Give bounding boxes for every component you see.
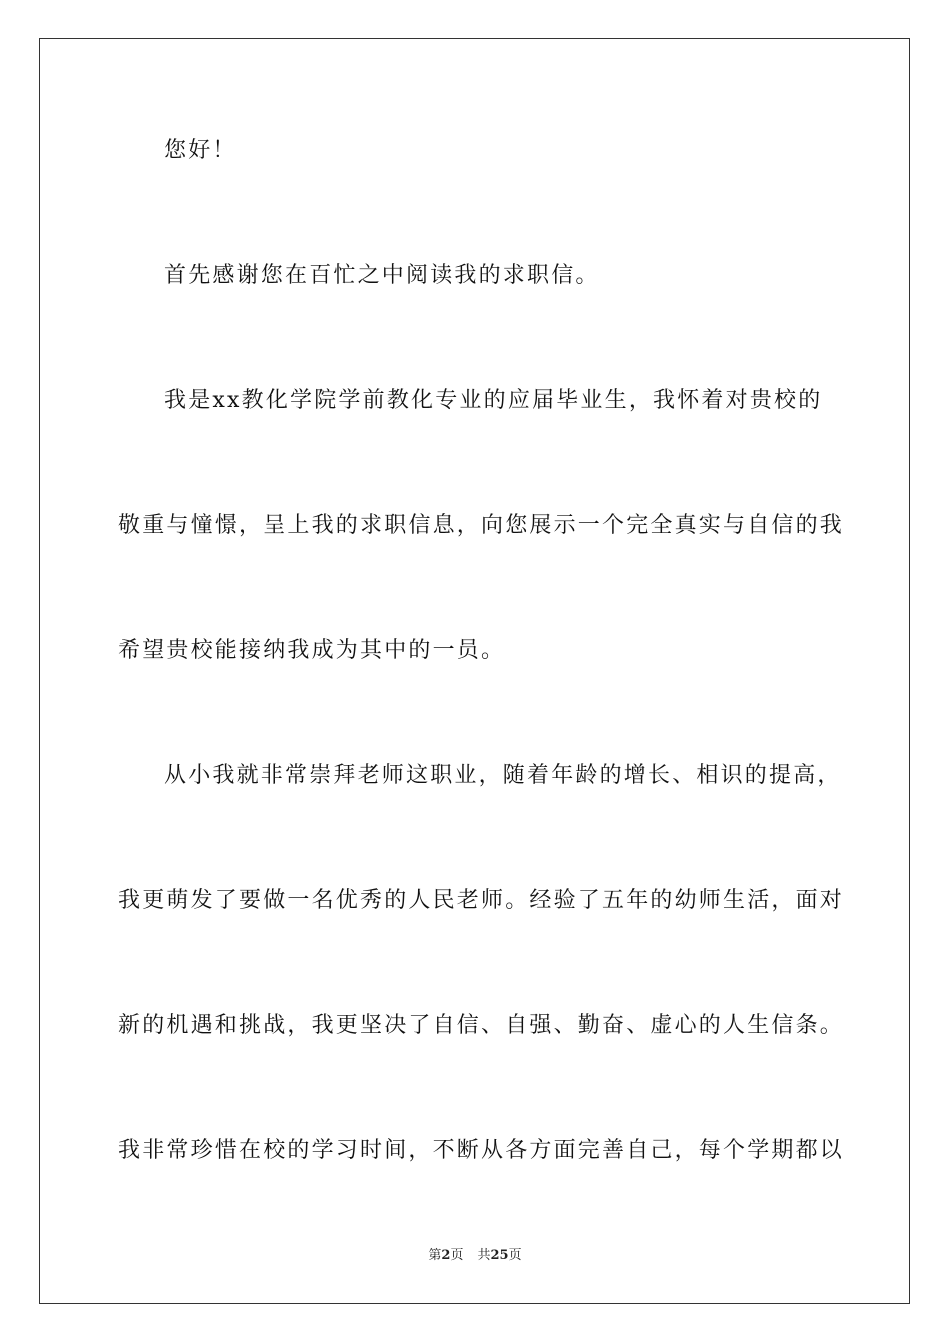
paragraph-line: 首先感谢您在百忙之中阅读我的求职信。 xyxy=(164,263,600,288)
page-footer xyxy=(0,1247,950,1265)
paragraph-line: 我是xx教化学院学前教化专业的应届毕业生，我怀着对贵校的 xyxy=(164,388,823,413)
page-number: 2 xyxy=(441,1248,451,1263)
paragraph-line: 我更萌发了要做一名优秀的人民老师。经验了五年的幼师生活，面对 xyxy=(118,888,845,913)
greeting-line: 您好！ xyxy=(164,138,237,163)
page-suffix: 页 xyxy=(450,1248,464,1263)
paragraph-line: 敬重与憧憬，呈上我的求职信息，向您展示一个完全真实与自信的我 xyxy=(118,513,845,538)
paragraph-line: 新的机遇和挑战，我更坚决了自信、自强、勤奋、虚心的人生信条。 xyxy=(118,1013,845,1038)
total-prefix: 共 xyxy=(477,1248,491,1263)
total-pages: 25 xyxy=(490,1248,509,1263)
page-prefix: 第 xyxy=(428,1248,442,1263)
paragraph-line: 希望贵校能接纳我成为其中的一员。 xyxy=(118,638,506,663)
total-suffix: 页 xyxy=(508,1248,522,1263)
paragraph-line: 从小我就非常崇拜老师这职业，随着年龄的增长、相识的提高， xyxy=(164,763,842,788)
paragraph-line: 我非常珍惜在校的学习时间，不断从各方面完善自己，每个学期都以 xyxy=(118,1138,845,1163)
page-border xyxy=(39,38,910,1304)
